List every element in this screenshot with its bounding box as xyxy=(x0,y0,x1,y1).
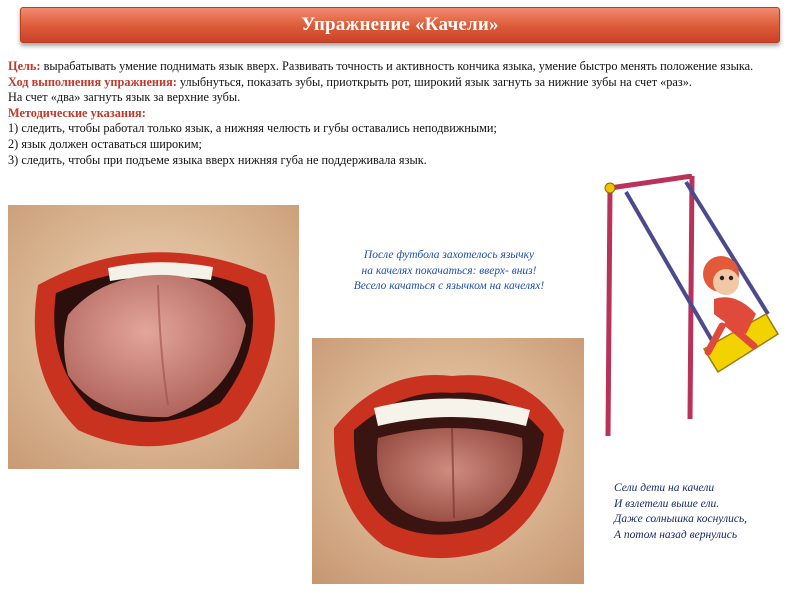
poem-top-line-2: на качелях покачаться: вверх- вниз! xyxy=(361,264,537,277)
title-bar xyxy=(20,7,780,43)
procedure-label: Ход выполнения упражнения: xyxy=(8,74,177,89)
guideline-item-3: 3) следить, чтобы при подъеме языка вверх нижняя губа не поддерживала язык. xyxy=(8,152,427,167)
poem-top-line-3: Весело качаться с язычком на качелях! xyxy=(353,280,545,292)
poem-bottom-line-4: А потом назад вернулись xyxy=(614,528,738,541)
exercise-description xyxy=(8,59,792,168)
procedure-text-2: На счет «два» загнуть язык за верхние зубы. xyxy=(8,90,241,105)
photo-tongue-down xyxy=(8,205,299,469)
guidelines-label: Методические указания: xyxy=(8,105,146,120)
poem-bottom-line-1: Сели дети на качели xyxy=(614,482,715,494)
guideline-item-2: 2) язык должен оставаться широким; xyxy=(8,136,202,151)
swing-illustration xyxy=(596,174,796,444)
poem-top-line-1: После футбола захотелось язычку xyxy=(363,249,535,261)
poem-bottom xyxy=(614,481,794,543)
guideline-item-1: 1) следить, чтобы работал только язык, а нижняя челюсть и губы оставались неподвижными; xyxy=(8,121,497,136)
goal-label: Цель: xyxy=(8,59,41,73)
slide-title: Упражнение «Качели» xyxy=(301,14,499,35)
goal-paragraph xyxy=(8,59,792,75)
poem-bottom-line-2: И взлетели выше ели. xyxy=(614,497,720,510)
photo-tongue-up xyxy=(312,338,584,584)
procedure-text: улыбнуться, показать зубы, приоткрыть рот, широкий язык загнуть за нижние зубы на счет «раз». xyxy=(176,74,692,89)
procedure-paragraph xyxy=(8,75,792,91)
poem-top xyxy=(318,248,580,295)
poem-bottom-line-3: Даже солнышка коснулись, xyxy=(614,513,748,525)
goal-text: вырабатывать умение поднимать язык вверх. Развивать точность и активность кончика языка, умение быстро менять положение языка. xyxy=(40,59,754,73)
